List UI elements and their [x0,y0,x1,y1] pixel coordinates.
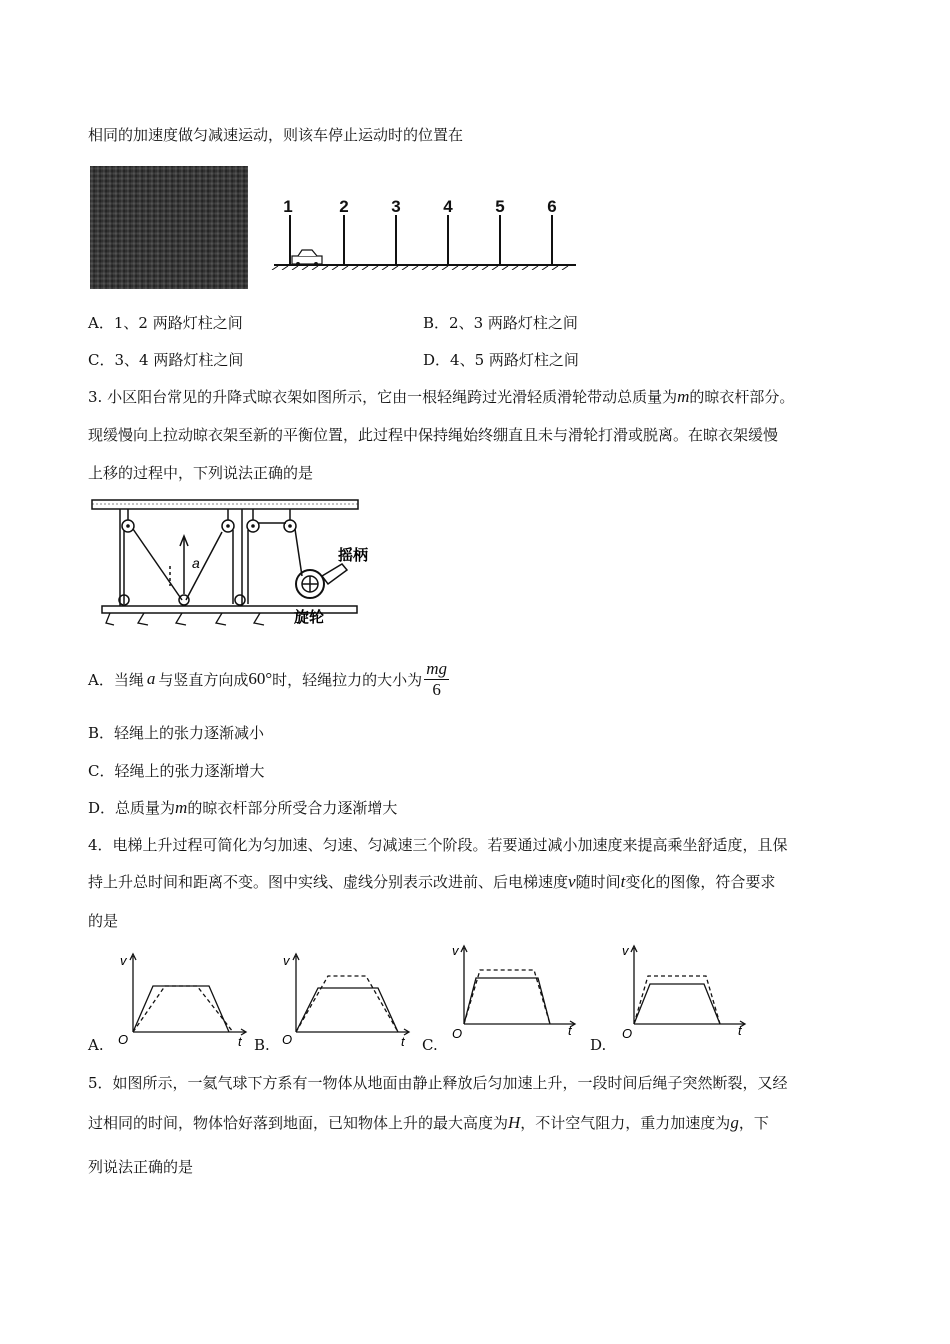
svg-text:t: t [568,1023,572,1038]
q3-stem-line3: 上移的过程中，下列说法正确的是 [88,464,314,482]
q2-option-d[interactable]: D．4、5 两路灯柱之间 [423,351,579,369]
crank-label: 摇柄 [338,547,369,564]
svg-text:O: O [622,1026,633,1040]
vt-graph-b [280,948,420,1048]
q4-stem-line2: 持上升总时间和距离不变。图中实线、虚线分别表示改进前、后电梯速度v随时间t变化的图像，符合要求 [88,872,776,891]
q4-stem-line3: 的是 [88,912,119,930]
svg-text:t: t [738,1023,742,1038]
pole-label-1: 1 [283,197,293,216]
svg-text:O: O [452,1026,463,1040]
svg-text:v: v [283,953,290,968]
svg-text:O: O [118,1032,129,1047]
svg-text:t: t [401,1034,405,1048]
vt-graph-a [115,948,255,1048]
q5-stem-line2: 过相同的时间，物体恰好落到地面，已知物体上升的最大高度为H，不计空气阻力，重力加速度为g，下 [88,1113,769,1132]
q4-stem-line1: 4．电梯上升过程可简化为匀加速、匀速、匀减速三个阶段。若要通过减小加速度来提高乘坐舒适度，且保 [88,836,788,854]
q5-stem-line3: 列说法正确的是 [88,1158,194,1176]
svg-text:t: t [238,1034,242,1048]
car-icon [292,250,322,266]
q2-option-a[interactable]: A．1、2 两路灯柱之间 [88,314,243,332]
pole-label-6: 6 [547,197,557,216]
wheel-label: 旋轮 [294,609,325,626]
pole-label-4: 4 [443,197,453,216]
night-street-photo [90,166,248,289]
q4-option-b[interactable]: B. [254,1036,270,1054]
q4-option-d[interactable]: D. [590,1036,607,1054]
svg-text:v: v [120,953,127,968]
q2-option-c[interactable]: C．3、4 两路灯柱之间 [88,351,244,369]
q2-option-b[interactable]: B．2、3 两路灯柱之间 [423,314,578,332]
pole-label-5: 5 [495,197,505,216]
q3-option-d[interactable]: D．总质量为m的晾衣杆部分所受合力逐渐增大 [88,798,398,817]
clothes-rack-diagram [90,496,390,636]
svg-text:v: v [622,943,629,958]
q5-stem-line1: 5．如图所示，一氦气球下方系有一物体从地面由静止释放后匀加速上升，一段时间后绳子突然断裂，又经 [88,1074,788,1092]
q3-option-a[interactable]: A．当绳 a 与竖直方向成 60° 时，轻绳拉力的大小为 $\frac{mg}{6}$ [88,658,447,699]
vt-graph-c [450,940,590,1040]
pole-label-2: 2 [339,197,349,216]
q4-option-c[interactable]: C. [422,1036,438,1054]
q3-option-b[interactable]: B．轻绳上的张力逐渐减小 [88,724,265,742]
fraction-mg-over-6: $\frac{mg}{6}$ [426,658,447,699]
pole-label-3: 3 [391,197,401,216]
q2-stem-tail: 相同的加速度做匀减速运动，则该车停止运动时的位置在 [88,126,464,144]
q3-stem-line1: 3. 小区阳台常见的升降式晾衣架如图所示，它由一根轻绳跨过光滑轻质滑轮带动总质量为m的晾衣杆部分。 [88,387,795,406]
street-poles-diagram [270,190,580,270]
q3-stem-line2: 现缓慢向上拉动晾衣架至新的平衡位置，此过程中保持绳始终绷直且未与滑轮打滑或脱离。在晾衣架缓慢 [88,426,779,444]
svg-text:O: O [282,1032,293,1047]
q4-option-a[interactable]: A. [88,1036,104,1054]
vt-graph-d [620,940,760,1040]
q3-option-c[interactable]: C．轻绳上的张力逐渐增大 [88,762,265,780]
rope-a-label: a [192,555,200,571]
svg-text:v: v [452,943,459,958]
